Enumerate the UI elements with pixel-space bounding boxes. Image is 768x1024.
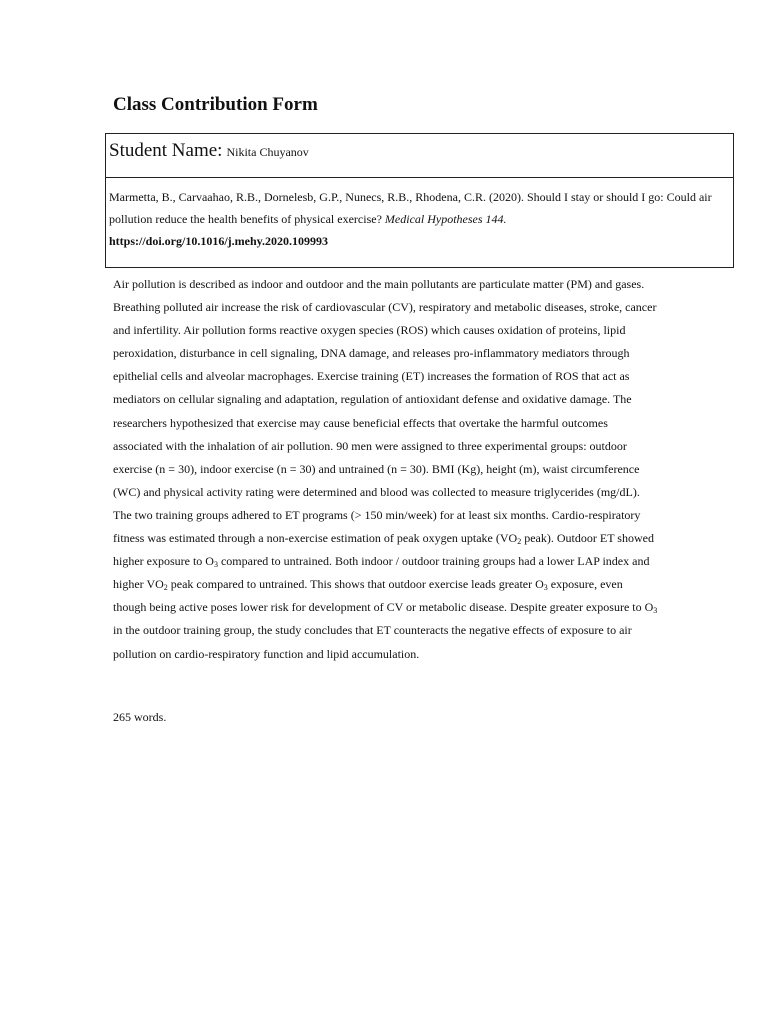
summary-text-3: compared to untrained. Both indoor / outdoor training groups had a lower LAP index and higher VO [113, 554, 650, 592]
summary-paragraph [113, 273, 658, 666]
subscript-o3: 3 [543, 583, 548, 593]
summary-text-6: in the outdoor training group, the study concludes that ET counteracts the negative effects of exposure to air pollution on cardio-respiratory function and lipid accumulation. [113, 623, 632, 661]
subscript-o3: 3 [213, 560, 218, 570]
reference-citation [109, 186, 729, 252]
subscript-vo2: 2 [517, 537, 522, 547]
summary-text-1: Air pollution is described as indoor and outdoor and the main pollutants are particulate matter (PM) and gases. Breathing polluted air increase the risk of cardiovascular (CV), respiratory and metabolic diseases, stroke, cancer and infertility. Air pollution forms reactive oxygen species (ROS) which causes oxidation of proteins, lipid peroxidation, disturbance in cell signaling, DNA damage, and releases pro-inflammatory mediators through epithelial cells and alveolar macrophages. Exercise training (ET) increases the formation of ROS that act as mediators on cellular signaling and adaptation, regulation of antioxidant defense and oxidative damage. The researchers hypothesized that exercise may cause beneficial effects that overtake the harmful outcomes associated with the inhalation of air pollution. 90 men were assigned to three experimental groups: outdoor exercise (n = 30), indoor exercise (n = 30) and untrained (n = 30). BMI (Kg), height (m), waist circumference (WC) and physical activity rating were determined and blood was collected to measure triglycerides (mg/dL). The two training groups adhered to ET programs (> 150 min/week) for at least six months. Cardio-respiratory fitness was estimated through a non-exercise estimation of peak oxygen uptake (VO [113, 277, 657, 546]
summary-text-4: peak compared to untrained. This shows that outdoor exercise leads greater O [167, 577, 544, 592]
form-title: Class Contribution Form [113, 94, 318, 115]
student-name-box [105, 133, 734, 178]
word-count: 265 words. [113, 710, 167, 724]
subscript-o3: 3 [653, 606, 658, 616]
reference-doi: https://doi.org/10.1016/j.mehy.2020.109993 [109, 234, 329, 248]
student-name-value: Nikita Chuyanov [226, 145, 309, 159]
student-name-label: Student Name: [109, 140, 223, 161]
summary-text-5: exposure, even though being active poses lower risk for development of CV or metabolic disease. Despite greater exposure to O [113, 577, 654, 615]
student-name-row [109, 139, 309, 164]
summary-text-2: peak). Outdoor ET showed higher exposure to O [113, 531, 654, 569]
reference-authors-title: Marmetta, B., Carvaahao, R.B., Dornelesb, G.P., Nunecs, R.B., Rhodena, C.R. (2020). Should I stay or should I go: Could air pollution reduce the health benefits of physical exercise? [109, 190, 712, 226]
subscript-vo2: 2 [163, 583, 168, 593]
reference-box [105, 177, 734, 268]
reference-journal: Medical Hypotheses 144. [384, 212, 507, 226]
